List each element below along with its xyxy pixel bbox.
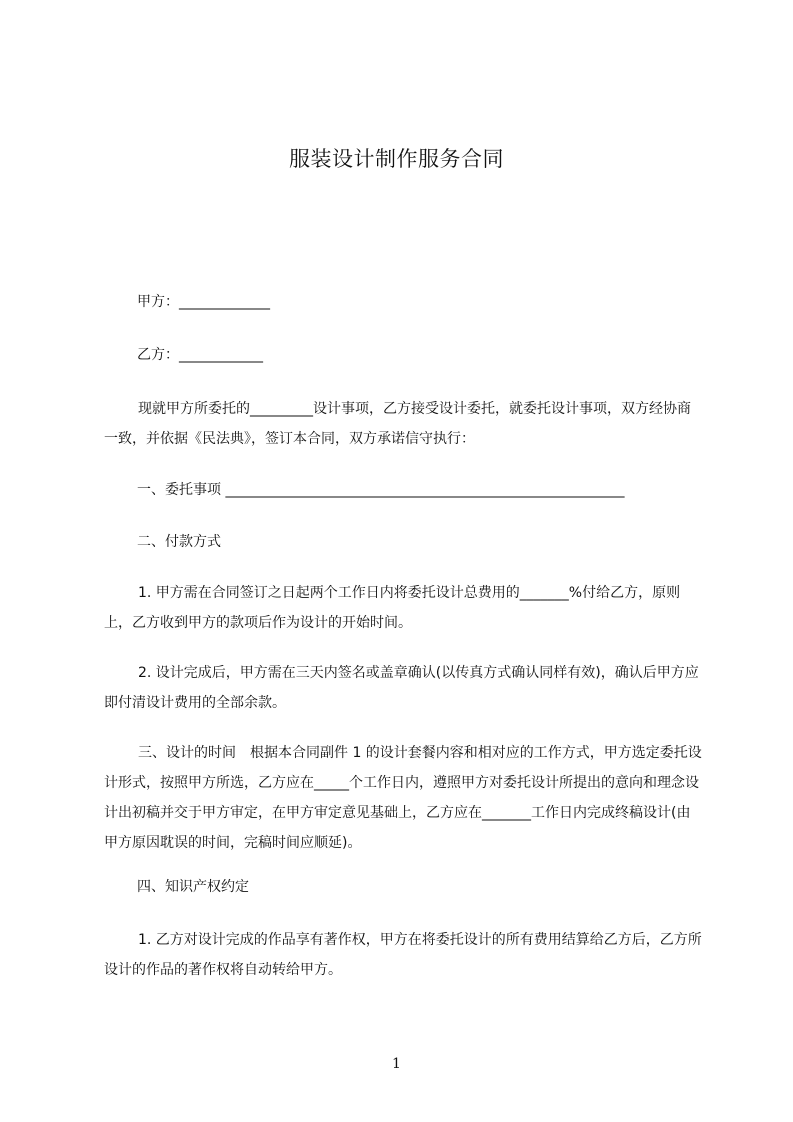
intro-paragraph: 现就甲方所委托的_________设计事项，乙方接受设计委托，就委托设计事项，双方经协商一致，并依据《民法典》，签订本合同，双方承诺信守执行： — [104, 401, 691, 447]
section-3-design-time: 三、设计的时间 根据本合同副件 1 的设计套餐内容和相对应的工作方式，甲方选定委托设计形式，按照甲方所选，乙方应在_____个工作日内，遵照甲方对委托设计所提出的意向和理念设计出初稿并交于甲方审定，在甲方审定意见基础上，乙方应在_______工作日内完成终稿设计(由甲方原因耽误的时间，完稿时间应顺延)。 — [104, 745, 702, 851]
section-1-entrusted-matters: 一、委托事项 _________________________________________________________ — [137, 482, 625, 498]
payment-clause-1: 1. 甲方需在合同签订之日起两个工作日内将委托设计总费用的_______%付给乙方，原则上，乙方收到甲方的款项后作为设计的开始时间。 — [104, 585, 681, 631]
section-4-heading: 四、知识产权约定 — [137, 879, 249, 895]
party-a-line: 甲方：_____________ — [137, 294, 270, 310]
section-2-heading: 二、付款方式 — [137, 534, 221, 550]
party-b-line: 乙方：____________ — [137, 347, 263, 363]
payment-clause-2: 2. 设计完成后，甲方需在三天内签名或盖章确认(以传真方式确认同样有效)，确认后甲方应即付清设计费用的全部余款。 — [104, 665, 699, 711]
page-number: 1 — [392, 1056, 401, 1072]
document-title: 服装设计制作服务合同 — [289, 147, 504, 171]
ip-clause-1: 1. 乙方对设计完成的作品享有著作权，甲方在将委托设计的所有费用结算给乙方后，乙方所设计的作品的著作权将自动转给甲方。 — [104, 932, 702, 978]
